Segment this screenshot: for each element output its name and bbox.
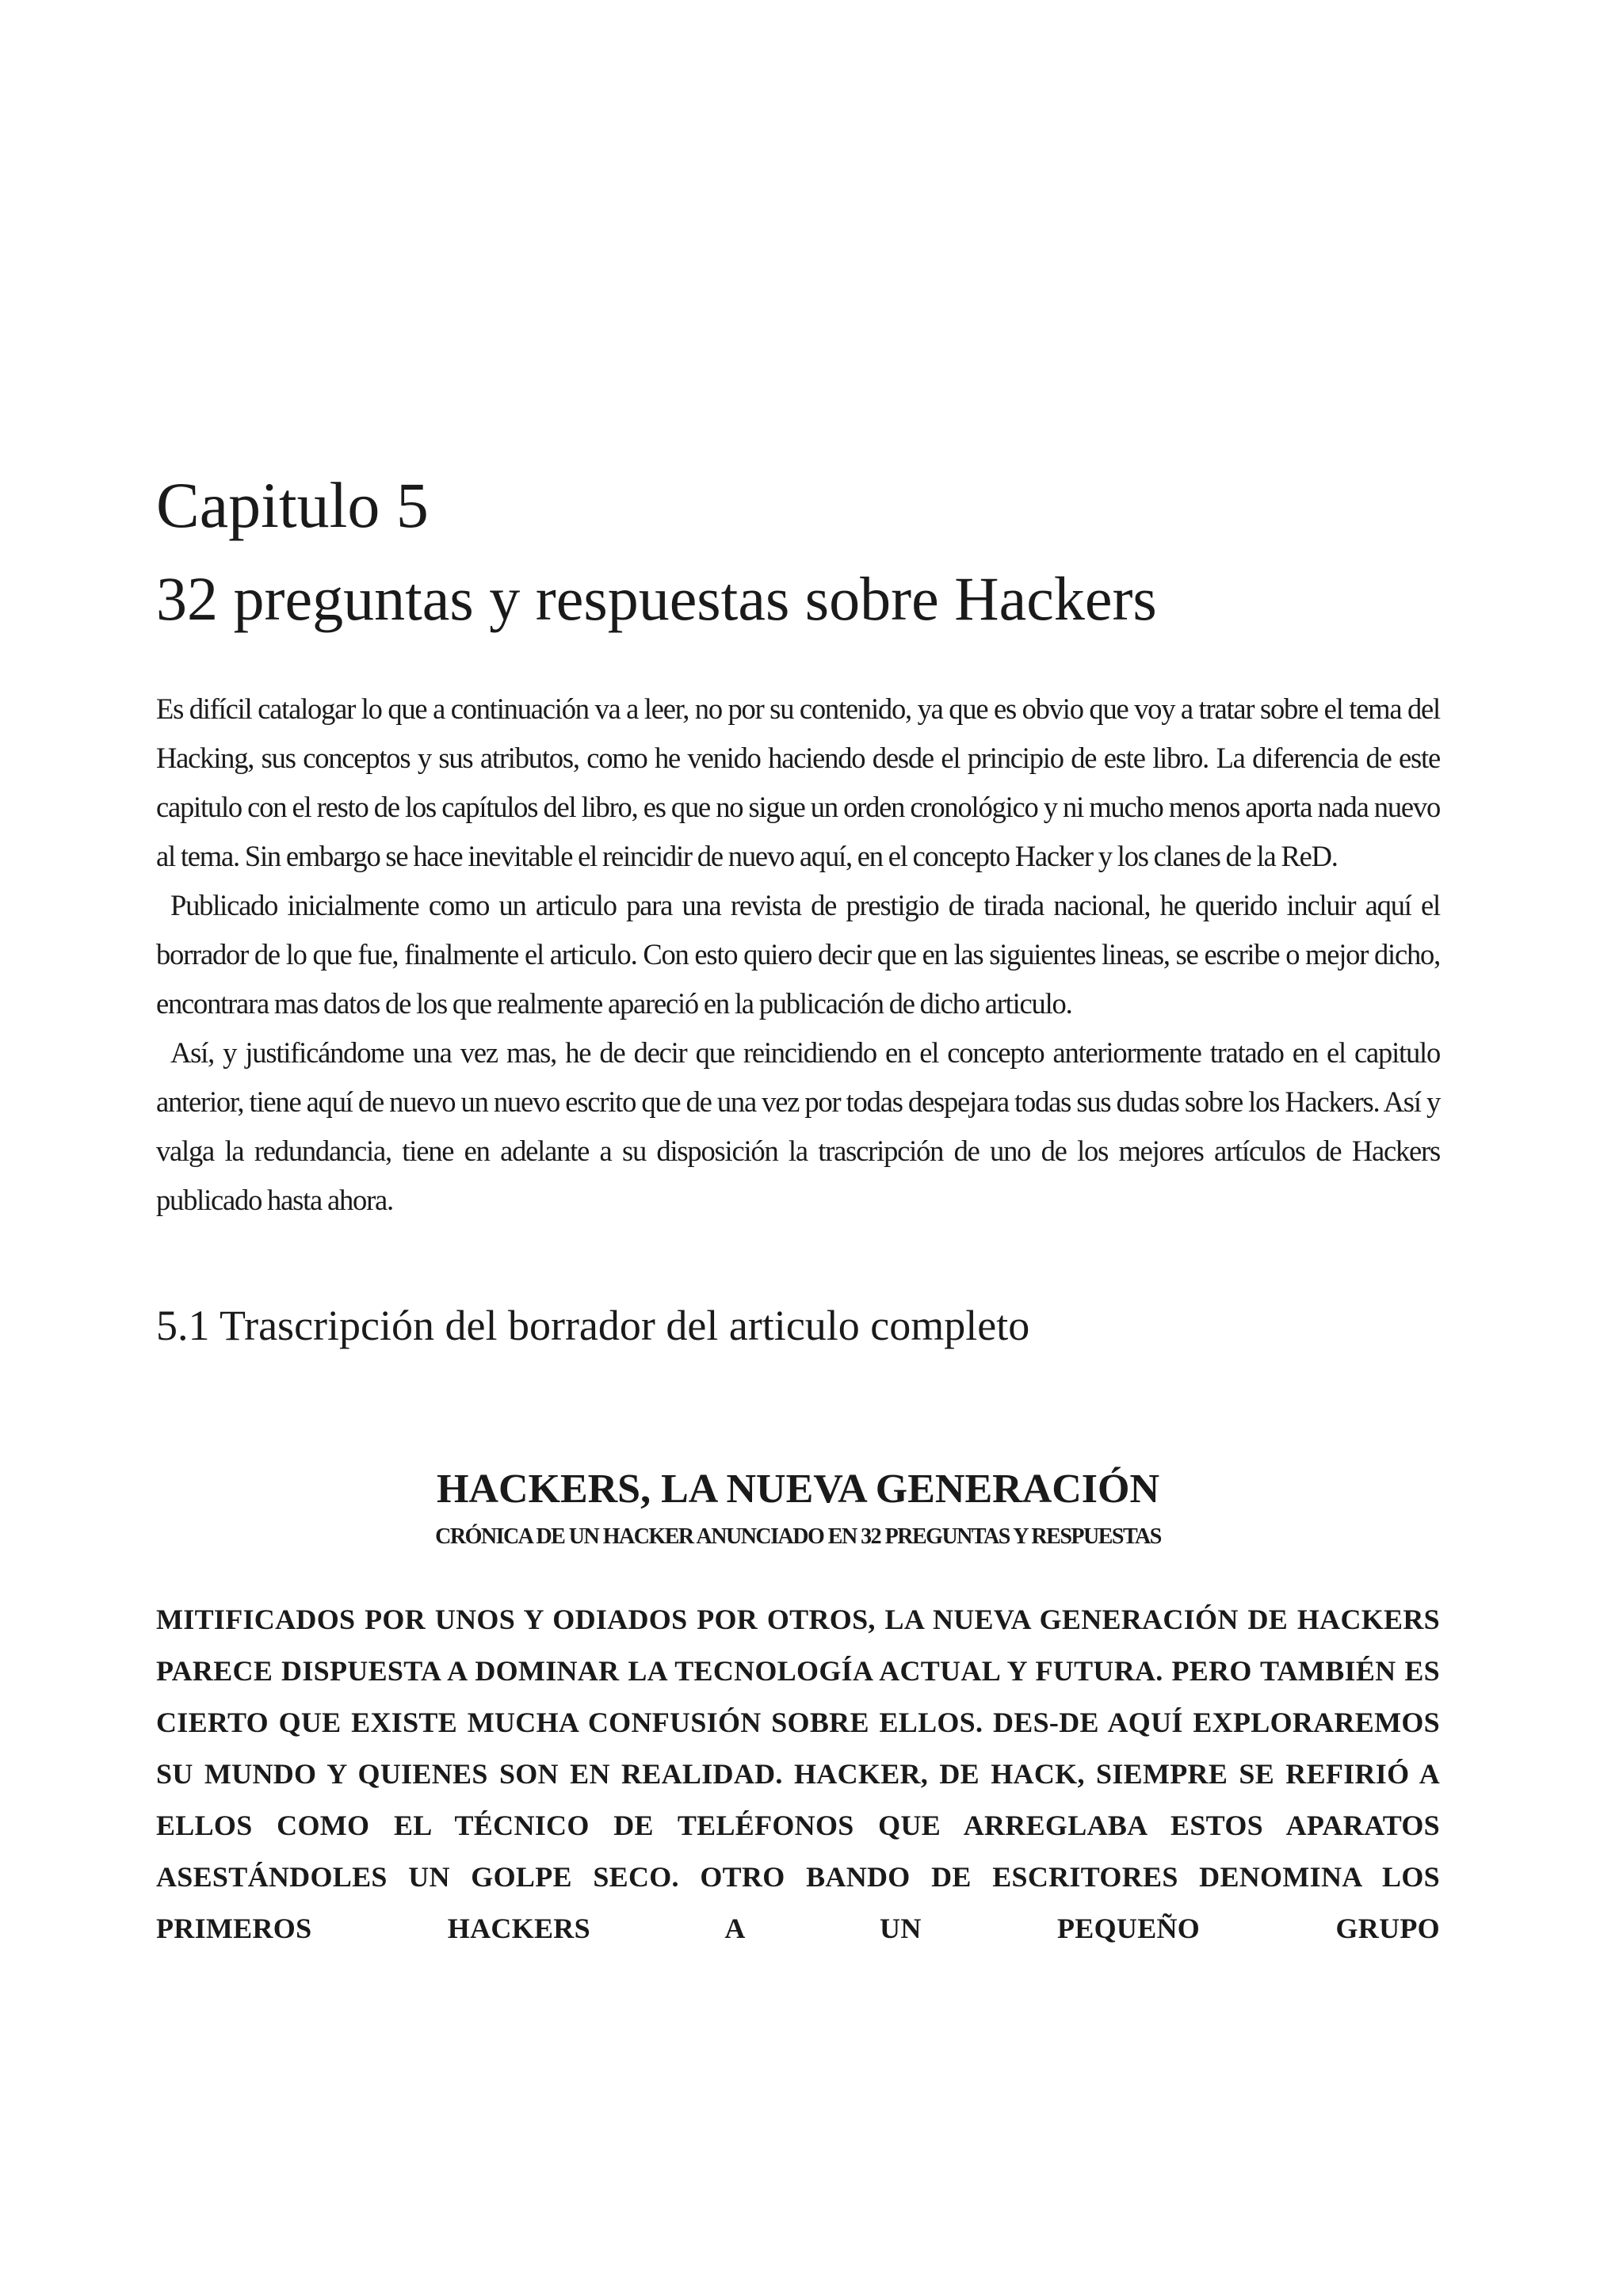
- chapter-intro: [156, 685, 1440, 1225]
- article-title: HACKERS, LA NUEVA GENERACIÓN: [436, 1466, 1160, 1512]
- chapter-title: 32 preguntas y respuestas sobre Hackers: [156, 564, 1157, 633]
- page-content: [156, 467, 1440, 1955]
- chapter-label: Capitulo 5: [156, 469, 429, 541]
- intro-paragraph-3: Así, y justificándome una vez mas, he de decir que reincidiendo en el concepto anteriormente tratado en el capitulo anterior, tiene aquí de nuevo un nuevo escrito que de una vez por todas despejara todas sus dudas sobre los Hackers. Así y valga la redundancia, tiene en adelante a su disposición la trascripción de uno de los mejores artículos de Hackers publicado hasta ahora.: [156, 1036, 1440, 1216]
- article-lead: MITIFICADOS POR UNOS Y ODIADOS POR OTROS, LA NUEVA GENERACIÓN DE HACKERS PARECE DISPUESTA A DOMINAR LA TECNOLOGÍA ACTUAL Y FUTURA. PERO TAMBIÉN ES CIERTO QUE EXISTE MUCHA CONFUSIÓN SOBRE ELLOS. DES-DE AQUÍ EXPLORAREMOS SU MUNDO Y QUIENES SON EN REALIDAD. HACKER, DE HACK, SIEMPRE SE REFIRIÓ A ELLOS COMO EL TÉCNICO DE TELÉFONOS QUE ARREGLABA ESTOS APARATOS ASESTÁNDOLES UN GOLPE SECO. OTRO BANDO DE ESCRITORES DENOMINA LOS PRIMEROS HACKERS A UN PEQUEÑO GRUPO: [156, 1604, 1440, 1944]
- intro-paragraph-1: Es difícil catalogar lo que a continuación va a leer, no por su contenido, ya que es obvio que voy a tratar sobre el tema del Hacking, sus conceptos y sus atributos, como he venido haciendo desde el principio de este libro. La diferencia de este capitulo con el resto de los capítulos del libro, es que no sigue un orden cronológico y ni mucho menos aporta nada nuevo al tema. Sin embargo se hace inevitable el reincidir de nuevo aquí, en el concepto Hacker y los clanes de la ReD.: [156, 692, 1440, 872]
- article-subtitle: CRÓNICA DE UN HACKER ANUNCIADO EN 32 PREGUNTAS Y RESPUESTAS: [435, 1524, 1161, 1549]
- section-heading: 5.1 Trascripción del borrador del articulo completo: [156, 1302, 1030, 1349]
- article-block: [156, 1464, 1440, 1955]
- intro-paragraph-2: Publicado inicialmente como un articulo para una revista de prestigio de tirada nacional, he querido incluir aquí el borrador de lo que fue, finalmente el articulo. Con esto quiero decir que en las siguientes lineas, se escribe o mejor dicho, encontrara mas datos de los que realmente apareció en la publicación de dicho articulo.: [156, 889, 1440, 1020]
